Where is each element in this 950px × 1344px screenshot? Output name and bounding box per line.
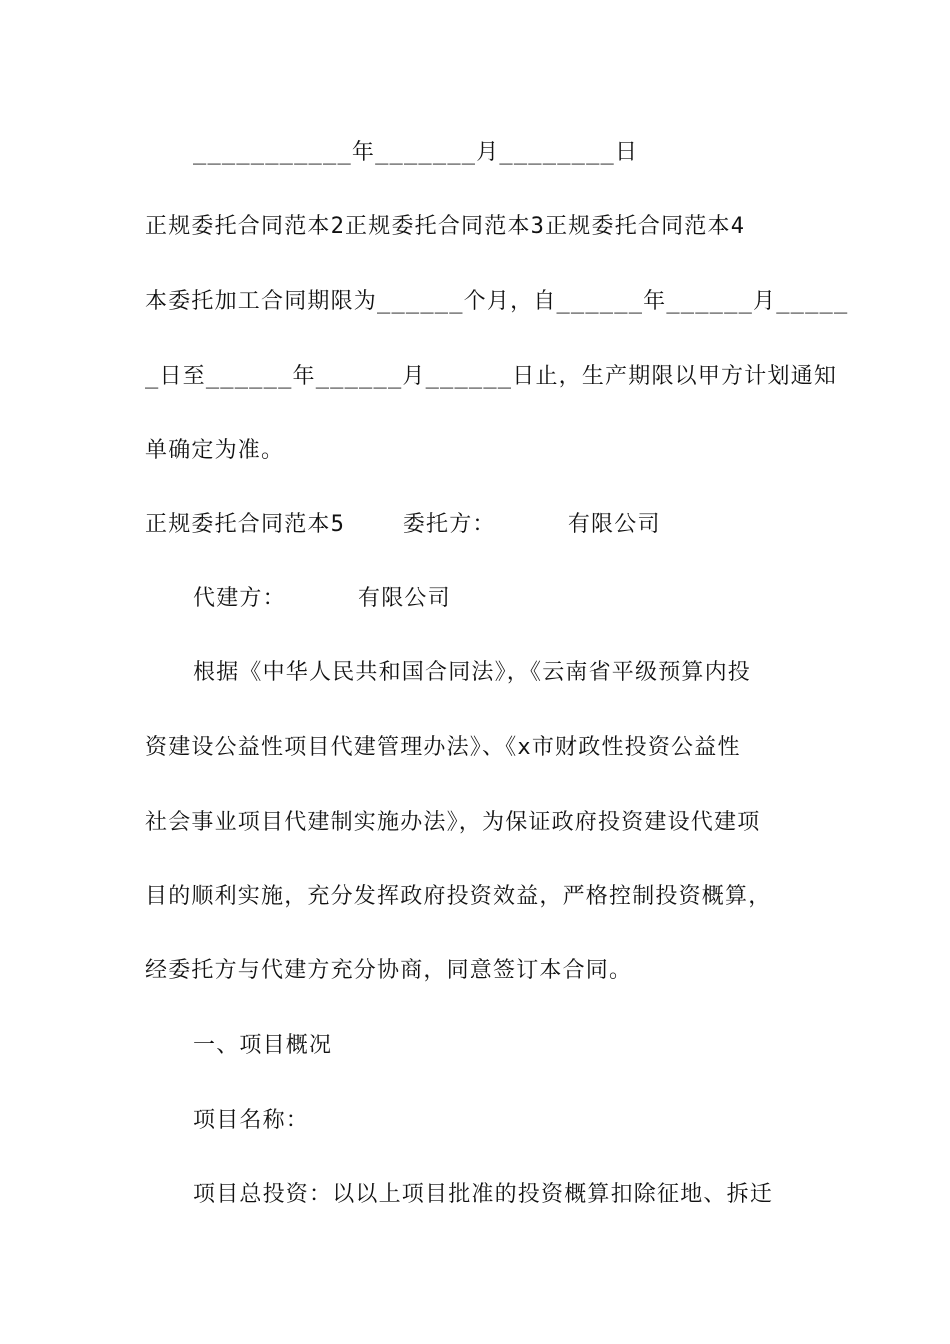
paragraph-line: 社会事业项目代建制实施办法》，为保证政府投资建设代建项 xyxy=(145,810,761,835)
paragraph-line: 单确定为准。 xyxy=(145,438,285,463)
date-line: ___________年_______月________日 xyxy=(193,140,639,165)
client-party-line: 正规委托合同范本5 委托方： 有限公司 xyxy=(145,512,661,537)
paragraph-line: 根据《中华人民共和国合同法》，《云南省平级预算内投 xyxy=(193,660,752,685)
agent-party-line: 代建方： 有限公司 xyxy=(193,586,451,611)
paragraph-line: _日至______年______月______日止，生产期限以甲方计划通知 xyxy=(145,364,838,389)
paragraph-line: 目的顺利实施，充分发挥政府投资效益，严格控制投资概算， xyxy=(145,884,772,909)
paragraph-line: 本委托加工合同期限为______个月，自______年______月_____ xyxy=(145,289,849,314)
project-name-line: 项目名称： xyxy=(193,1108,310,1133)
section-heading: 一、项目概况 xyxy=(193,1033,333,1058)
paragraph-line: 经委托方与代建方充分协商，同意签订本合同。 xyxy=(145,958,633,983)
project-investment-line: 项目总投资：以以上项目批准的投资概算扣除征地、拆迁 xyxy=(193,1182,774,1207)
paragraph-line: 资建设公益性项目代建管理办法》、《x市财政性投资公益性 xyxy=(145,735,741,760)
contract-samples-line: 正规委托合同范本2正规委托合同范本3正规委托合同范本4 xyxy=(145,214,746,239)
